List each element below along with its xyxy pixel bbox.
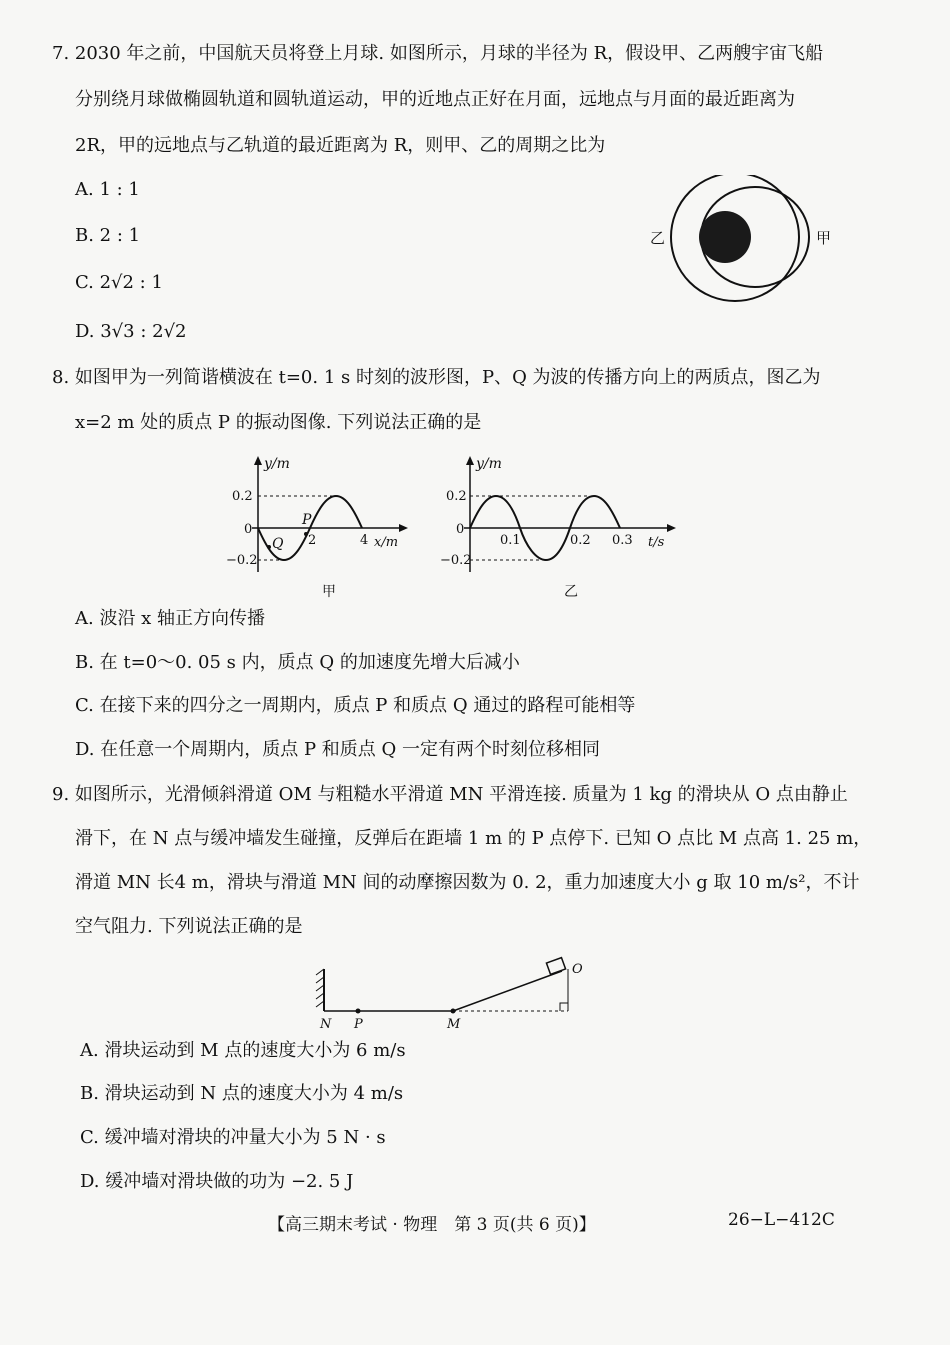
point-q-dot [267, 545, 271, 549]
label-n: N [320, 1017, 332, 1032]
q9-stem-line-2: 滑下，在 N 点与缓冲墙发生碰撞，反弹后在距墙 1 m 的 P 点停下. 已知 O 点比 M 点高 1. 25 m， [75, 828, 872, 849]
q9-option-d: D. 缓冲墙对滑块做的功为 −2. 5 J [80, 1171, 354, 1192]
q9-stem-line-3: 滑道 MN 长4 m，滑块与滑道 MN 间的动摩擦因数为 0. 2，重力加速度大小 g 取 10 m/s²，不计 [75, 872, 860, 893]
vib-ytick-zero: 0 [456, 522, 465, 537]
wave-xtick-4: 4 [360, 533, 369, 548]
q8-option-a: A. 波沿 x 轴正方向传播 [75, 608, 266, 629]
q7-option-d: D. 3√3 : 2√2 [75, 321, 187, 342]
q9-option-b: B. 滑块运动到 N 点的速度大小为 4 m/s [80, 1083, 404, 1104]
footer-code: 26−L−412C [728, 1210, 835, 1230]
label-jia: 甲 [816, 229, 832, 247]
vib-xtick-1: 0.1 [500, 533, 521, 548]
wave-ylabel: y/m [264, 456, 290, 472]
q9-slope-figure [310, 955, 610, 1035]
q8-wave-graph [222, 450, 422, 602]
point-p-marker [356, 1009, 361, 1014]
slider-block [546, 958, 565, 975]
wave-point-p: P [302, 512, 312, 528]
wave-xtick-2: 2 [308, 533, 317, 548]
q8-option-c: C. 在接下来的四分之一周期内，质点 P 和质点 Q 通过的路程可能相等 [75, 695, 636, 716]
wave-point-q: Q [272, 536, 284, 552]
q7-stem-line-1: 7. 2030 年之前，中国航天员将登上月球. 如图所示，月球的半径为 R，假设甲、乙两艘宇宙飞船 [52, 43, 824, 64]
q9-stem-line-4: 空气阻力. 下列说法正确的是 [75, 916, 303, 937]
wave-ytick-bottom: −0.2 [226, 553, 258, 568]
label-m: M [447, 1017, 461, 1032]
vib-ytick-bottom: −0.2 [440, 553, 472, 568]
q9-option-a: A. 滑块运动到 M 点的速度大小为 6 m/s [80, 1040, 406, 1061]
q8-vibration-graph [440, 450, 680, 602]
q7-option-a: A. 1 : 1 [75, 179, 140, 200]
vib-xlabel: t/s [648, 535, 665, 550]
vib-ylabel: y/m [476, 456, 502, 472]
q8-stem-line-2: x=2 m 处的质点 P 的振动图像. 下列说法正确的是 [75, 412, 482, 433]
label-o: O [572, 962, 583, 977]
q8-stem-line-1: 8. 如图甲为一列简谐横波在 t=0. 1 s 时刻的波形图，P、Q 为波的传播方向上的两质点，图乙为 [52, 367, 821, 388]
label-yi: 乙 [650, 229, 666, 247]
q9-stem-line-1: 9. 如图所示，光滑倾斜滑道 OM 与粗糙水平滑道 MN 平滑连接. 质量为 1 kg 的滑块从 O 点由静止 [52, 784, 848, 805]
q9-option-c: C. 缓冲墙对滑块的冲量大小为 5 N · s [80, 1127, 386, 1148]
vib-ytick-top: 0.2 [446, 489, 467, 504]
q7-option-c: C. 2√2 : 1 [75, 272, 163, 293]
q7-option-b: B. 2 : 1 [75, 225, 141, 246]
vib-caption: 乙 [564, 584, 578, 600]
wave-xlabel: x/m [374, 535, 399, 550]
q8-option-d: D. 在任意一个周期内，质点 P 和质点 Q 一定有两个时刻位移相同 [75, 739, 600, 760]
q7-orbit-figure [640, 175, 840, 305]
q7-stem-line-3: 2R，甲的远地点与乙轨道的最近距离为 R，则甲、乙的周期之比为 [75, 135, 606, 156]
wall-hatching [316, 969, 324, 1007]
footer-page-info: 【高三期末考试 · 物理 第 3 页(共 6 页)】 [268, 1215, 596, 1235]
label-p: P [354, 1017, 363, 1032]
vib-xtick-3: 0.3 [612, 533, 633, 548]
track-mo [453, 971, 562, 1011]
wave-ytick-top: 0.2 [232, 489, 253, 504]
vib-xtick-2: 0.2 [570, 533, 591, 548]
q7-stem-line-2: 分别绕月球做椭圆轨道和圆轨道运动，甲的近地点正好在月面，远地点与月面的最近距离为 [75, 89, 795, 110]
wave-ytick-zero: 0 [244, 522, 253, 537]
point-m-marker [451, 1009, 456, 1014]
q8-option-b: B. 在 t=0～0. 05 s 内，质点 Q 的加速度先增大后减小 [75, 652, 520, 673]
wave-caption: 甲 [322, 584, 336, 600]
moon-disk [699, 211, 751, 263]
